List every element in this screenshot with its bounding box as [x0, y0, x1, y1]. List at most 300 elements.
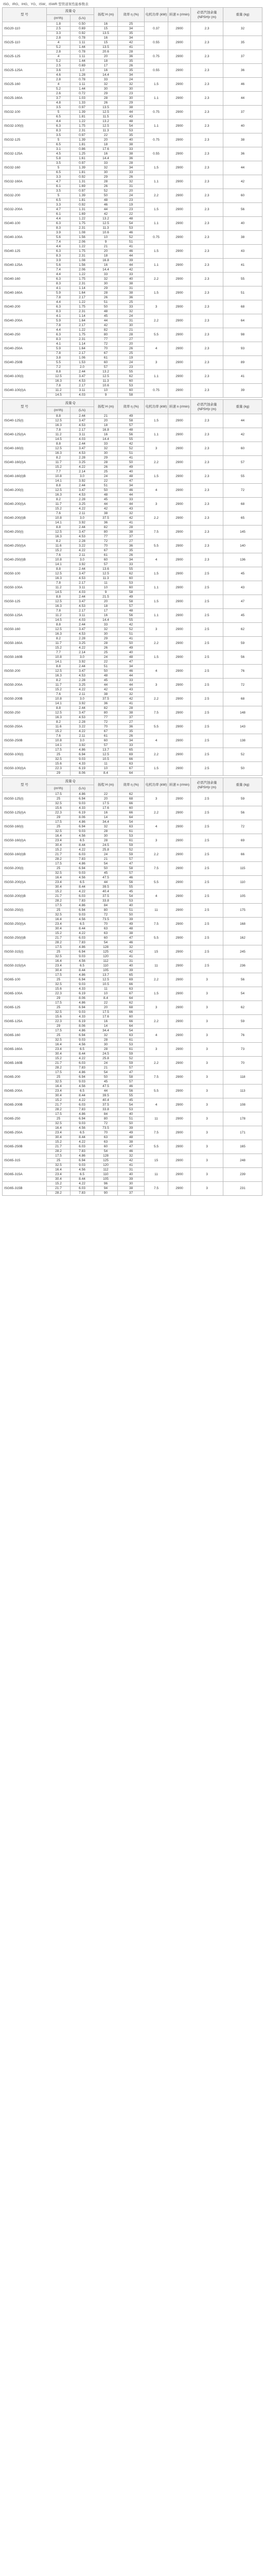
table-row — [3, 720, 262, 725]
flow-m3h: 17.5 — [47, 748, 71, 753]
efficiency-cell: 55 — [118, 885, 145, 890]
flow-ls: 6.5 — [71, 922, 94, 927]
flow-m3h: 22.3 — [47, 767, 71, 771]
npsh-cell: 2.5 — [191, 692, 223, 706]
efficiency-cell: 26 — [118, 734, 145, 739]
head-cell: 28 — [94, 829, 118, 834]
header-flow-unit: (L/s) — [71, 407, 94, 414]
head-cell: 63 — [94, 1136, 118, 1140]
efficiency-cell: 54 — [118, 222, 145, 226]
flow-m3h: 5.2 — [47, 59, 71, 64]
flow-m3h: 2.8 — [47, 50, 71, 55]
head-cell: 42 — [94, 212, 118, 217]
head-cell: 40.4 — [94, 890, 118, 894]
model-cell: ISG40-250 — [3, 328, 47, 342]
speed-cell: 2900 — [168, 734, 191, 748]
npsh-cell: 3 — [191, 1182, 223, 1196]
flow-m3h: 25 — [47, 797, 71, 802]
model-cell: ISG50-160A — [3, 637, 47, 651]
flow-m3h: 10.8 — [47, 558, 71, 563]
header-flow-unit: (m³/h) — [47, 407, 71, 414]
npsh-cell: 2.5 — [191, 762, 223, 776]
table-row — [3, 1071, 262, 1075]
npsh-cell: 3 — [191, 1126, 223, 1140]
npsh-cell: 2.5 — [191, 609, 223, 623]
head-cell: 33 — [94, 78, 118, 82]
table-row — [3, 848, 262, 853]
flow-ls: 0.78 — [71, 50, 94, 55]
head-cell: 54 — [94, 862, 118, 867]
flow-m3h: 2.5 — [47, 64, 71, 69]
speed-cell: 2900 — [168, 231, 191, 245]
head-cell: 30 — [94, 632, 118, 637]
head-cell: 80 — [94, 530, 118, 535]
flow-m3h: 14.5 — [47, 618, 71, 623]
header-npsh: 必需汽蚀余量 (NPSH)r (m) — [191, 8, 223, 22]
head-cell: 12.5 — [94, 753, 118, 757]
efficiency-cell: 32 — [118, 82, 145, 87]
flow-m3h: 8.3 — [47, 254, 71, 259]
flow-ls: 4.22 — [71, 1057, 94, 1061]
flow-ls: 2.31 — [71, 254, 94, 259]
npsh-cell: 2.3 — [191, 539, 223, 553]
head-cell: 30 — [94, 1043, 118, 1047]
head-cell: 24 — [94, 1061, 118, 1066]
head-cell: 110 — [94, 964, 118, 969]
table-row — [3, 665, 262, 669]
npsh-cell: 2.3 — [191, 161, 223, 175]
npsh-cell: 2.3 — [191, 553, 223, 567]
efficiency-cell: 35 — [118, 730, 145, 734]
efficiency-cell: 62 — [118, 375, 145, 379]
flow-m3h: 11.7 — [47, 641, 71, 646]
flow-m3h: 15.2 — [47, 1140, 71, 1145]
flow-m3h: 3.3 — [47, 31, 71, 36]
head-cell: 37.5 — [94, 516, 118, 521]
model-cell: ISG40-250(I)B — [3, 553, 47, 567]
flow-ls: 3.22 — [71, 725, 94, 730]
flow-m3h: 6.5 — [47, 171, 71, 175]
efficiency-cell: 50 — [118, 1122, 145, 1126]
head-cell: 60 — [94, 936, 118, 941]
head-cell: 17.5 — [94, 802, 118, 806]
efficiency-cell: 69 — [118, 753, 145, 757]
flow-m3h: 23.4 — [47, 922, 71, 927]
speed-cell: 2900 — [168, 328, 191, 342]
table-row — [3, 1182, 262, 1187]
efficiency-cell: 62 — [118, 1001, 145, 1006]
flow-ls: 9.03 — [71, 913, 94, 918]
flow-ls: 4.53 — [71, 716, 94, 720]
head-cell: 72 — [94, 539, 118, 544]
efficiency-cell: 34 — [118, 665, 145, 669]
npsh-cell: 2.3 — [191, 36, 223, 50]
speed-cell: 2900 — [168, 931, 191, 945]
efficiency-cell: 41 — [118, 1163, 145, 1168]
flow-ls: 1.64 — [71, 291, 94, 296]
head-cell: 18 — [94, 604, 118, 609]
flow-ls: 6.5 — [71, 880, 94, 885]
flow-m3h: 8.2 — [47, 720, 71, 725]
flow-ls: 4.86 — [71, 904, 94, 908]
efficiency-cell: 24 — [118, 194, 145, 198]
flow-ls: 0.50 — [71, 22, 94, 27]
table-row — [3, 189, 262, 194]
speed-cell: 2900 — [168, 1057, 191, 1071]
efficiency-cell: 66 — [118, 1020, 145, 1024]
weight-cell: 42 — [223, 428, 262, 442]
head-cell: 70 — [94, 1131, 118, 1136]
head-cell: 22 — [94, 479, 118, 484]
flow-m3h: 3.3 — [47, 203, 71, 208]
flow-ls: 9.03 — [71, 1163, 94, 1168]
flow-m3h: 8.2 — [47, 679, 71, 683]
flow-m3h: 4.1 — [47, 286, 71, 291]
head-cell: 13.6 — [94, 567, 118, 572]
efficiency-cell: 44 — [118, 263, 145, 268]
model-cell: ISG25-125A — [3, 64, 47, 78]
npsh-cell: 3 — [191, 1098, 223, 1112]
power-cell: 0.55 — [145, 64, 168, 78]
flow-m3h: 5.2 — [47, 45, 71, 50]
flow-m3h: 22.3 — [47, 1020, 71, 1024]
head-cell: 17 — [94, 609, 118, 614]
efficiency-cell: 48 — [118, 1136, 145, 1140]
head-cell: 12.5 — [94, 978, 118, 982]
weight-cell: 38 — [223, 231, 262, 245]
table-row — [3, 217, 262, 222]
flow-ls: 1.06 — [71, 356, 94, 361]
efficiency-cell: 31 — [118, 1168, 145, 1173]
efficiency-cell: 25 — [118, 300, 145, 305]
efficiency-cell: 44 — [118, 254, 145, 259]
head-cell: 42 — [94, 507, 118, 512]
efficiency-cell: 36 — [118, 55, 145, 59]
power-cell: 3 — [145, 792, 168, 806]
table-row — [3, 442, 262, 447]
head-cell: 26 — [94, 184, 118, 189]
power-cell: 2.2 — [145, 637, 168, 651]
efficiency-cell: 52 — [118, 848, 145, 853]
table-header-row — [3, 8, 262, 15]
flow-m3h: 14.5 — [47, 437, 71, 442]
speed-cell: 2900 — [168, 64, 191, 78]
head-cell: 44 — [94, 880, 118, 885]
power-cell: 1.5 — [145, 414, 168, 428]
power-cell: 7.5 — [145, 706, 168, 720]
efficiency-cell: 61 — [118, 1047, 145, 1052]
table-row — [3, 692, 262, 697]
flow-m3h: 11.6 — [47, 544, 71, 549]
weight-cell: 45 — [223, 567, 262, 581]
power-cell: 2.2 — [145, 1057, 168, 1071]
flow-ls: 4.86 — [71, 862, 94, 867]
flow-m3h: 3.3 — [47, 175, 71, 180]
efficiency-cell: 41 — [118, 45, 145, 50]
flow-ls: 4.56 — [71, 1168, 94, 1173]
flow-m3h: 15.2 — [47, 848, 71, 853]
weight-cell: 50 — [223, 762, 262, 776]
efficiency-cell: 58 — [118, 1075, 145, 1080]
flow-ls: 1.22 — [71, 300, 94, 305]
model-cell: ISG40-200(I)B — [3, 512, 47, 526]
table-row — [3, 161, 262, 166]
head-cell: 45 — [94, 679, 118, 683]
model-cell: ISG50-250A — [3, 720, 47, 734]
npsh-cell: 3 — [191, 1043, 223, 1057]
efficiency-cell: 58 — [118, 867, 145, 871]
table-row — [3, 1126, 262, 1131]
efficiency-cell: 57 — [118, 1066, 145, 1071]
flow-ls: 2.11 — [71, 692, 94, 697]
efficiency-cell: 23 — [118, 198, 145, 203]
table-row — [3, 64, 262, 69]
speed-cell: 2900 — [168, 1126, 191, 1140]
head-cell: 120 — [94, 955, 118, 959]
weight-cell: 115 — [223, 862, 262, 876]
model-cell: ISG50-315(I) — [3, 945, 47, 959]
model-cell: ISG40-200A — [3, 314, 47, 328]
efficiency-cell: 34 — [118, 484, 145, 488]
efficiency-cell: 30 — [118, 96, 145, 101]
speed-cell: 2900 — [168, 106, 191, 120]
model-cell: ISG65-200B — [3, 1098, 47, 1112]
head-cell: 16 — [94, 811, 118, 816]
flow-m3h: 23.4 — [47, 880, 71, 885]
power-cell: 5.5 — [145, 539, 168, 553]
efficiency-cell: 43 — [118, 688, 145, 692]
head-cell: 9 — [94, 590, 118, 595]
table-row — [3, 609, 262, 614]
head-cell: 70 — [94, 725, 118, 730]
power-cell: 1.1 — [145, 259, 168, 273]
head-cell: 82 — [94, 526, 118, 530]
flow-ls: 3.0 — [71, 697, 94, 702]
power-cell: 2.2 — [145, 806, 168, 820]
efficiency-cell: 26 — [118, 64, 145, 69]
efficiency-cell: 55 — [118, 437, 145, 442]
table-row — [3, 428, 262, 433]
flow-ls: 3.11 — [71, 586, 94, 590]
model-cell: ISG40-160(I)A — [3, 456, 47, 470]
flow-m3h: 21.7 — [47, 1145, 71, 1149]
flow-ls: 3.0 — [71, 474, 94, 479]
efficiency-cell: 34 — [118, 166, 145, 171]
efficiency-cell: 64 — [118, 771, 145, 776]
flow-ls: 4.22 — [71, 688, 94, 692]
model-cell: ISG40-160(I)B — [3, 470, 47, 484]
npsh-cell: 2.5 — [191, 848, 223, 862]
efficiency-cell: 51 — [118, 908, 145, 913]
flow-ls: 6.19 — [71, 1020, 94, 1024]
efficiency-cell: 28 — [118, 161, 145, 166]
weight-cell: 118 — [223, 1071, 262, 1084]
flow-m3h: 15.2 — [47, 931, 71, 936]
efficiency-cell: 28 — [118, 706, 145, 711]
flow-m3h: 5.2 — [47, 87, 71, 92]
npsh-cell: 2.5 — [191, 792, 223, 806]
head-cell: 14.4 — [94, 618, 118, 623]
efficiency-cell: 66 — [118, 757, 145, 762]
flow-m3h: 16.3 — [47, 493, 71, 498]
table-row — [3, 1015, 262, 1020]
efficiency-cell: 60 — [118, 1015, 145, 1020]
head-cell: 13.7 — [94, 748, 118, 753]
power-cell: 0.55 — [145, 147, 168, 161]
power-cell: 4 — [145, 665, 168, 679]
flow-ls: 6.03 — [71, 853, 94, 857]
flow-ls: 7.83 — [71, 1191, 94, 1196]
flow-ls: 6.5 — [71, 1131, 94, 1136]
head-cell: 112 — [94, 1168, 118, 1173]
efficiency-cell: 42 — [118, 516, 145, 521]
power-cell: 7.5 — [145, 1071, 168, 1084]
flow-m3h: 16.3 — [47, 379, 71, 384]
flow-ls: 4.22 — [71, 646, 94, 651]
power-cell: 15 — [145, 1154, 168, 1168]
flow-m3h: 7.6 — [47, 692, 71, 697]
npsh-cell: 2.3 — [191, 370, 223, 384]
head-cell: 11.5 — [94, 115, 118, 120]
flow-ls: 3.92 — [71, 660, 94, 665]
efficiency-cell: 19 — [118, 356, 145, 361]
header-efficiency: 效率 η (%) — [118, 778, 145, 792]
head-cell: 45 — [94, 871, 118, 876]
header-flow-unit: (m³/h) — [47, 785, 71, 792]
header-npsh: 必需汽蚀余量 (NPSH)r (m) — [191, 778, 223, 792]
speed-cell: 2900 — [168, 553, 191, 567]
head-cell: 22 — [94, 792, 118, 797]
flow-m3h: 6.1 — [47, 212, 71, 217]
flow-m3h: 16.3 — [47, 674, 71, 679]
head-cell: 54 — [94, 941, 118, 945]
table-row — [3, 945, 262, 950]
power-cell: 4 — [145, 484, 168, 498]
weight-cell: 231 — [223, 1182, 262, 1196]
head-cell: 16 — [94, 433, 118, 437]
npsh-cell: 2.5 — [191, 665, 223, 679]
table-row — [3, 623, 262, 628]
power-cell: 2.2 — [145, 512, 168, 526]
header-weight: 重量 (kg) — [223, 8, 262, 22]
head-cell: 44 — [94, 502, 118, 507]
flow-ls: 1.31 — [71, 180, 94, 184]
flow-m3h: 15.2 — [47, 1182, 71, 1187]
npsh-cell: 2.3 — [191, 526, 223, 539]
table-row — [3, 92, 262, 96]
flow-m3h: 12.5 — [47, 669, 71, 674]
head-cell: 12.5 — [94, 572, 118, 577]
flow-m3h: 8.8 — [47, 526, 71, 530]
efficiency-cell: 63 — [118, 762, 145, 767]
header-power: 电机功率 (kW) — [145, 8, 168, 22]
efficiency-cell: 46 — [118, 488, 145, 493]
header-speed: 转速 n (r/min) — [168, 400, 191, 414]
weight-cell: 110 — [223, 876, 262, 890]
weight-cell: 162 — [223, 931, 262, 945]
header-efficiency: 效率 η (%) — [118, 400, 145, 414]
weight-cell: 68 — [223, 498, 262, 512]
table-row — [3, 1168, 262, 1173]
power-cell: 11 — [145, 904, 168, 918]
efficiency-cell: 47 — [118, 1145, 145, 1149]
head-cell: 20 — [94, 1006, 118, 1010]
flow-m3h: 15.2 — [47, 688, 71, 692]
flow-ls: 2.17 — [71, 324, 94, 328]
flow-m3h: 6.3 — [47, 305, 71, 310]
head-cell: 54 — [94, 1071, 118, 1075]
efficiency-cell: 22 — [118, 212, 145, 217]
efficiency-cell: 65 — [118, 748, 145, 753]
flow-m3h: 17.5 — [47, 1112, 71, 1117]
weight-cell: 171 — [223, 1126, 262, 1140]
weight-cell: 148 — [223, 706, 262, 720]
head-cell: 80 — [94, 908, 118, 913]
flow-ls: 8.06 — [71, 996, 94, 1001]
head-cell: 13.5 — [94, 106, 118, 110]
flow-ls: 4.22 — [71, 507, 94, 512]
power-cell: 3 — [145, 679, 168, 692]
head-cell: 16.8 — [94, 259, 118, 263]
head-cell: 39.5 — [94, 885, 118, 890]
efficiency-cell: 46 — [118, 941, 145, 945]
flow-m3h: 16.4 — [47, 1168, 71, 1173]
flow-ls: 4.56 — [71, 959, 94, 964]
header-model: 型 号 — [3, 400, 47, 414]
flow-ls: 1.22 — [71, 328, 94, 333]
model-cell: ISG32-160 — [3, 161, 47, 175]
table-header-row — [3, 778, 262, 785]
flow-ls: 1.14 — [71, 342, 94, 347]
model-cell: ISG32-100(I) — [3, 120, 47, 133]
efficiency-cell: 38 — [118, 711, 145, 716]
flow-m3h: 15.6 — [47, 1015, 71, 1020]
efficiency-cell: 57 — [118, 423, 145, 428]
efficiency-cell: 51 — [118, 632, 145, 637]
head-cell: 37.5 — [94, 1103, 118, 1108]
head-cell: 77 — [94, 337, 118, 342]
flow-m3h: 8.8 — [47, 595, 71, 600]
power-cell: 3 — [145, 300, 168, 314]
flow-ls: 4.33 — [71, 806, 94, 811]
flow-m3h: 23.4 — [47, 1173, 71, 1177]
head-cell: 24.5 — [94, 843, 118, 848]
efficiency-cell: 61 — [118, 829, 145, 834]
npsh-cell: 3 — [191, 1001, 223, 1015]
flow-ls: 1.11 — [71, 82, 94, 87]
head-cell: 8.4 — [94, 996, 118, 1001]
flow-ls: 7.83 — [71, 899, 94, 904]
head-cell: 33 — [94, 623, 118, 628]
efficiency-cell: 21 — [118, 328, 145, 333]
header-model: 型 号 — [3, 8, 47, 22]
speed-cell: 2900 — [168, 1001, 191, 1015]
npsh-cell: 3 — [191, 1140, 223, 1154]
efficiency-cell: 26 — [118, 347, 145, 351]
model-cell: ISG50-200 — [3, 665, 47, 679]
power-cell: 1.1 — [145, 175, 168, 189]
efficiency-cell: 49 — [118, 465, 145, 470]
model-cell: ISG40-250B — [3, 356, 47, 370]
head-cell: 30 — [94, 171, 118, 175]
head-cell: 72 — [94, 720, 118, 725]
efficiency-cell: 54 — [118, 1103, 145, 1108]
weight-cell: 56 — [223, 651, 262, 665]
flow-m3h: 16.3 — [47, 451, 71, 456]
flow-ls: 4.86 — [71, 1029, 94, 1033]
flow-ls: 4.86 — [71, 820, 94, 825]
power-cell: 7.5 — [145, 526, 168, 539]
